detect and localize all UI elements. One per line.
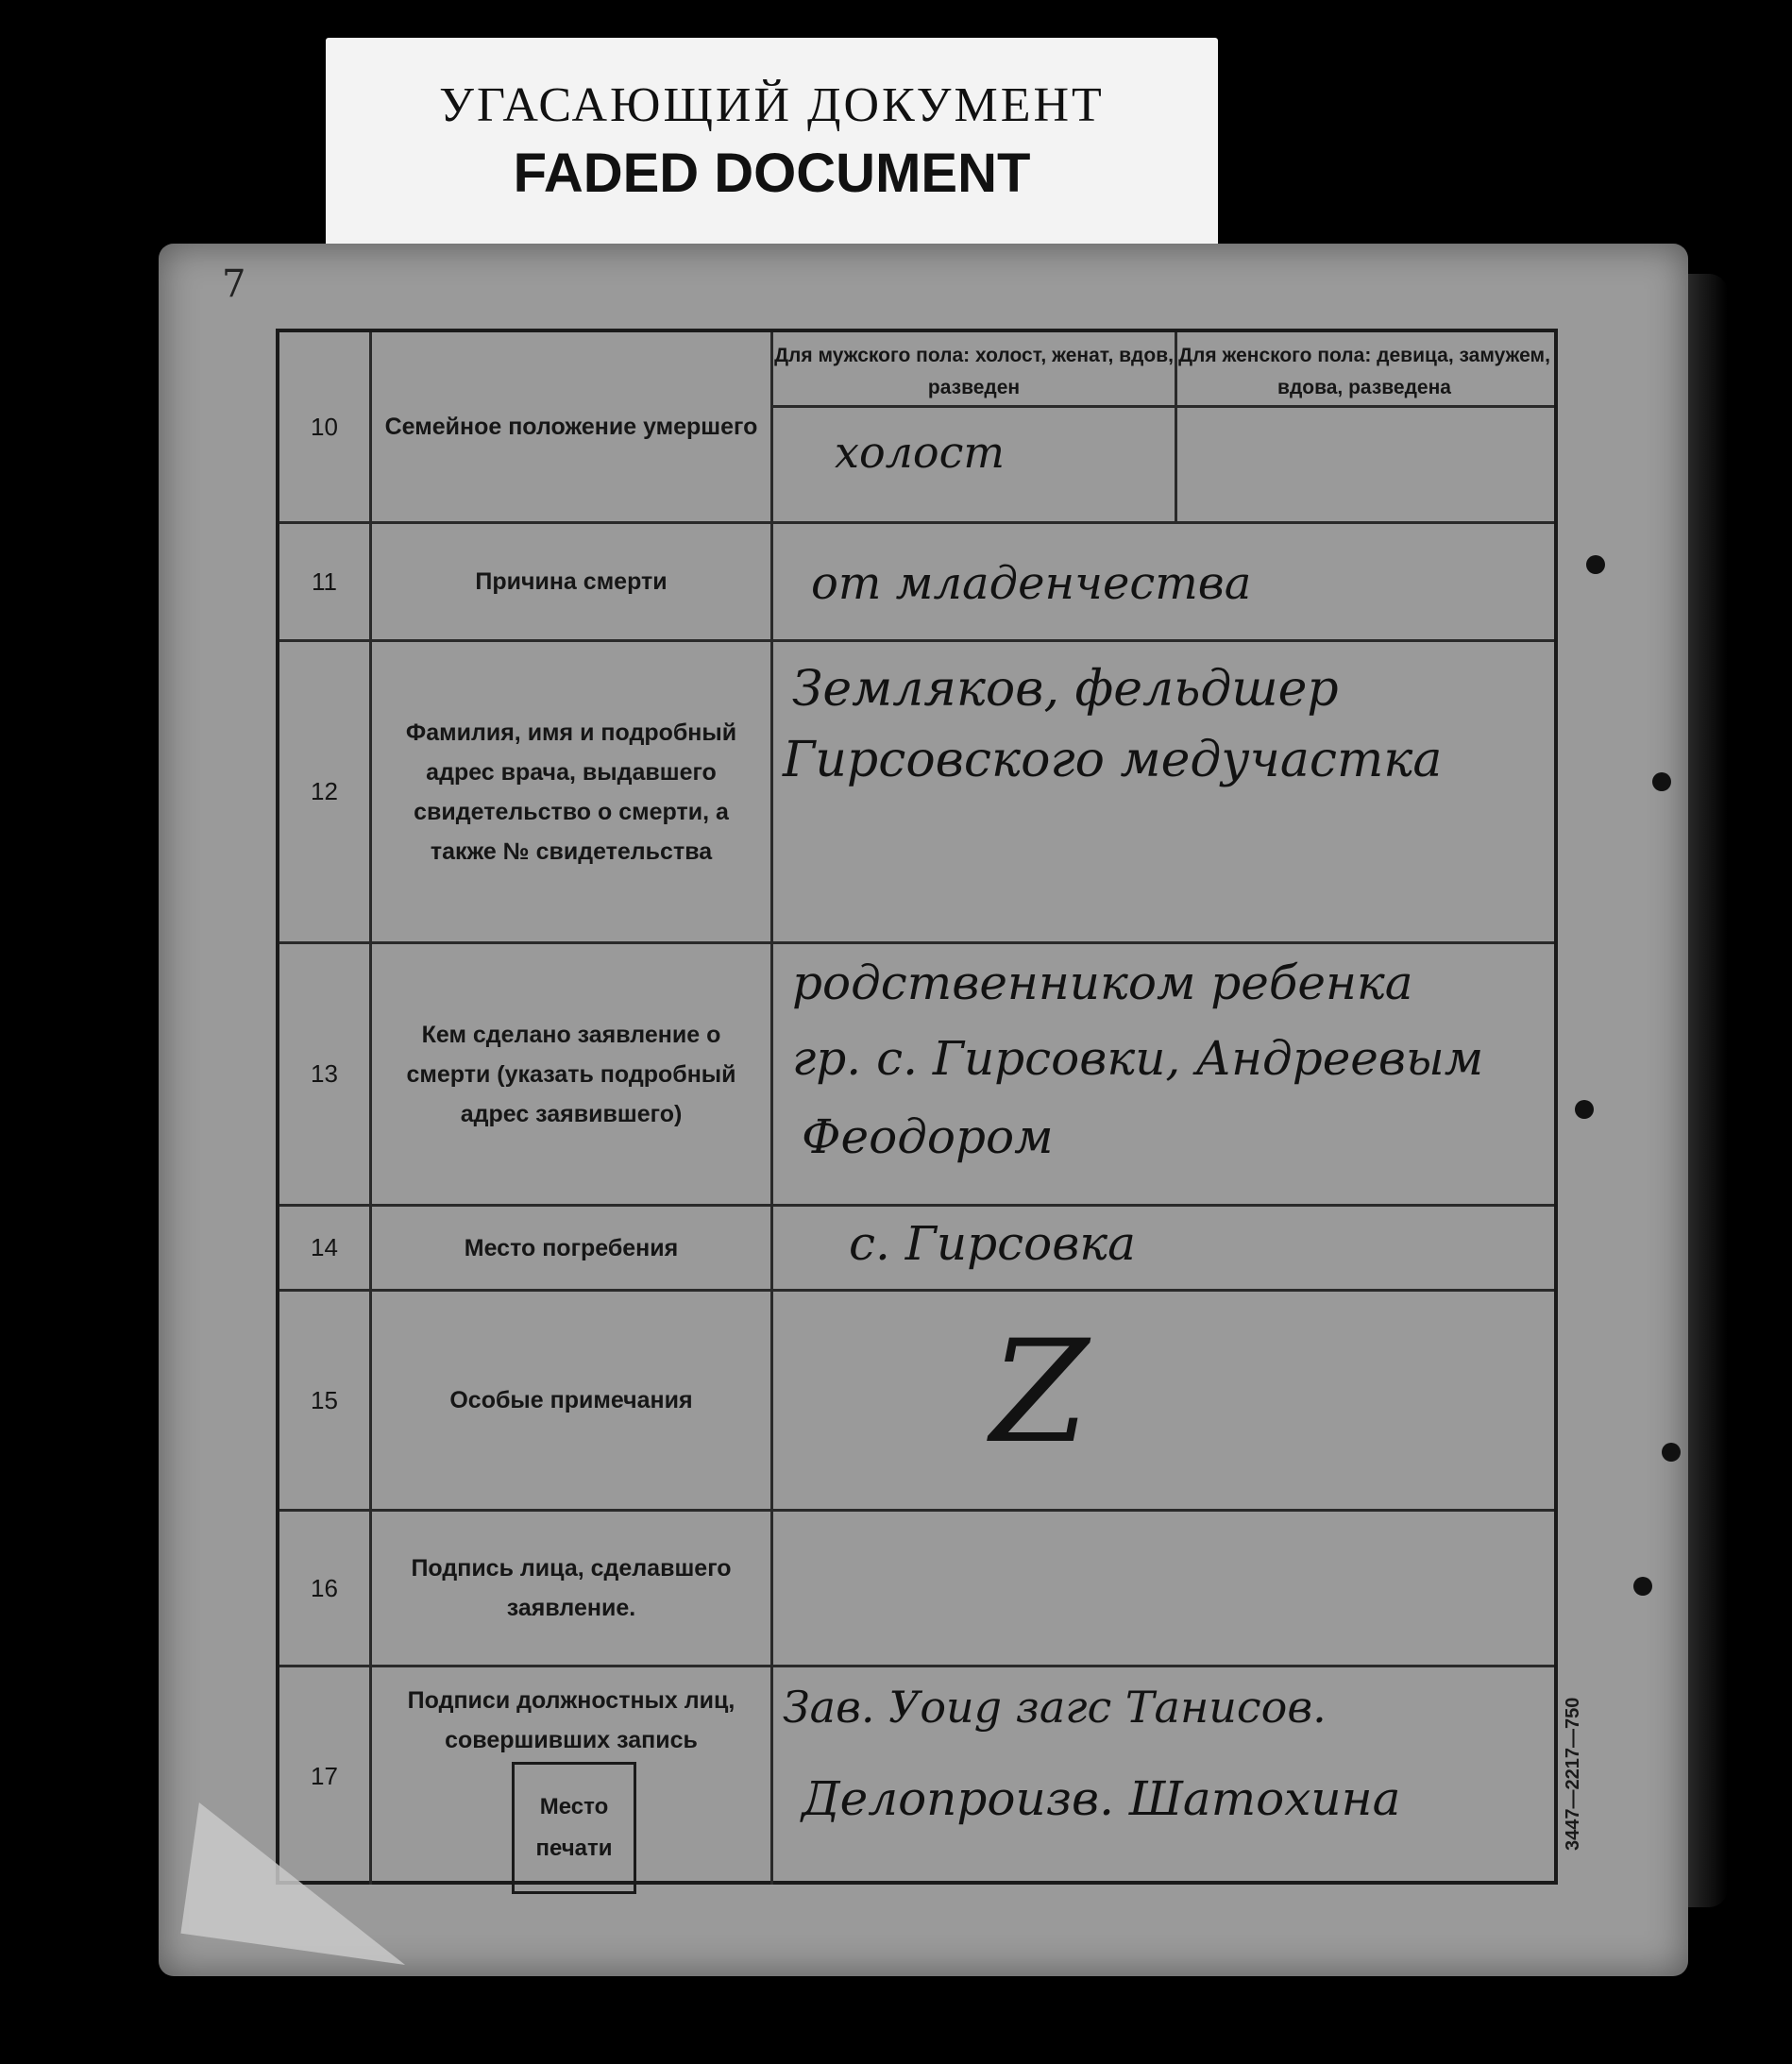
row-value-cell: [773, 332, 1554, 521]
handwritten-signature-line: Зав. Уоиg загс Танисов.: [783, 1682, 1327, 1733]
handwritten-value-line: Феодором: [802, 1109, 1054, 1164]
female-column: [1175, 332, 1554, 521]
table-row-12: [279, 642, 1554, 944]
faded-document-label: [326, 38, 1218, 255]
female-column-header: Для женского пола: девица, замужем, вдова, разведена: [1175, 332, 1554, 408]
table-row-15: [279, 1292, 1554, 1512]
form-print-code: 3447—2217—750: [1563, 1697, 1583, 1851]
handwritten-value: от младенчества: [811, 557, 1252, 610]
row-number: 16: [279, 1512, 372, 1665]
row-value-cell: [773, 944, 1554, 1204]
row-label: Причина смерти: [372, 524, 773, 639]
male-column: [773, 332, 1177, 521]
row-number: 17: [279, 1667, 372, 1885]
handwritten-value-line: гр. с. Гирсовки, Андреевым: [792, 1031, 1484, 1086]
handwritten-value-line: Земляков, фельдшер: [792, 661, 1339, 718]
row-number: 15: [279, 1292, 372, 1509]
row-number: 10: [279, 332, 372, 521]
row-label: Подпись лица, сделавшего заявление.: [372, 1512, 773, 1665]
handwritten-value: холост: [835, 427, 1006, 478]
row-value-cell: [773, 1292, 1554, 1509]
row-value-cell: [773, 1512, 1554, 1665]
row-number: 11: [279, 524, 372, 639]
row-value-cell: [773, 1207, 1554, 1289]
label-russian: УГАСАЮЩИЙ ДОКУМЕНТ: [439, 78, 1105, 132]
handwritten-signature-line: Делопроизв. Шатохина: [802, 1771, 1401, 1826]
corner-mark: 7: [222, 262, 246, 306]
death-record-table: [276, 329, 1558, 1885]
handwritten-value: Z: [990, 1311, 1090, 1475]
row-label: Подписи должностных лиц, совершивших запись: [407, 1687, 735, 1753]
row-label: Место погребения: [372, 1207, 773, 1289]
punch-hole: [1575, 1100, 1594, 1119]
table-row-14: [279, 1207, 1554, 1292]
row-value-cell: [773, 524, 1554, 639]
row-value-cell: [773, 642, 1554, 941]
table-row-13: [279, 944, 1554, 1207]
row-number: 12: [279, 642, 372, 941]
row-number: 13: [279, 944, 372, 1204]
table-row-16: [279, 1512, 1554, 1667]
punch-hole: [1652, 772, 1671, 791]
table-row-11: [279, 524, 1554, 642]
male-column-header: Для мужского пола: холост, женат, вдов, разведен: [773, 332, 1175, 408]
row-label: Семейное положение умершего: [372, 332, 773, 521]
handwritten-value: с. Гирсовка: [849, 1216, 1136, 1271]
punch-hole: [1633, 1577, 1652, 1596]
row-label: Фамилия, имя и подробный адрес врача, выдавшего свидетельство о смерти, а также № свидетельства: [372, 642, 773, 941]
stamp-place-box: Место печати: [512, 1762, 636, 1894]
table-row-17: [279, 1667, 1554, 1885]
row-value-cell: [773, 1667, 1554, 1885]
table-row-10: [279, 332, 1554, 524]
row-label: Особые примечания: [372, 1292, 773, 1509]
row-label: Кем сделано заявление о смерти (указать подробный адрес заявившего): [372, 944, 773, 1204]
row-label-cell: [372, 1667, 773, 1885]
punch-hole: [1586, 555, 1605, 574]
label-english: FADED DOCUMENT: [513, 143, 1031, 204]
row-number: 14: [279, 1207, 372, 1289]
handwritten-value-line: Гирсовского медучастка: [783, 732, 1443, 788]
handwritten-value-line: родственником ребенка: [792, 956, 1413, 1010]
punch-hole: [1662, 1443, 1681, 1462]
